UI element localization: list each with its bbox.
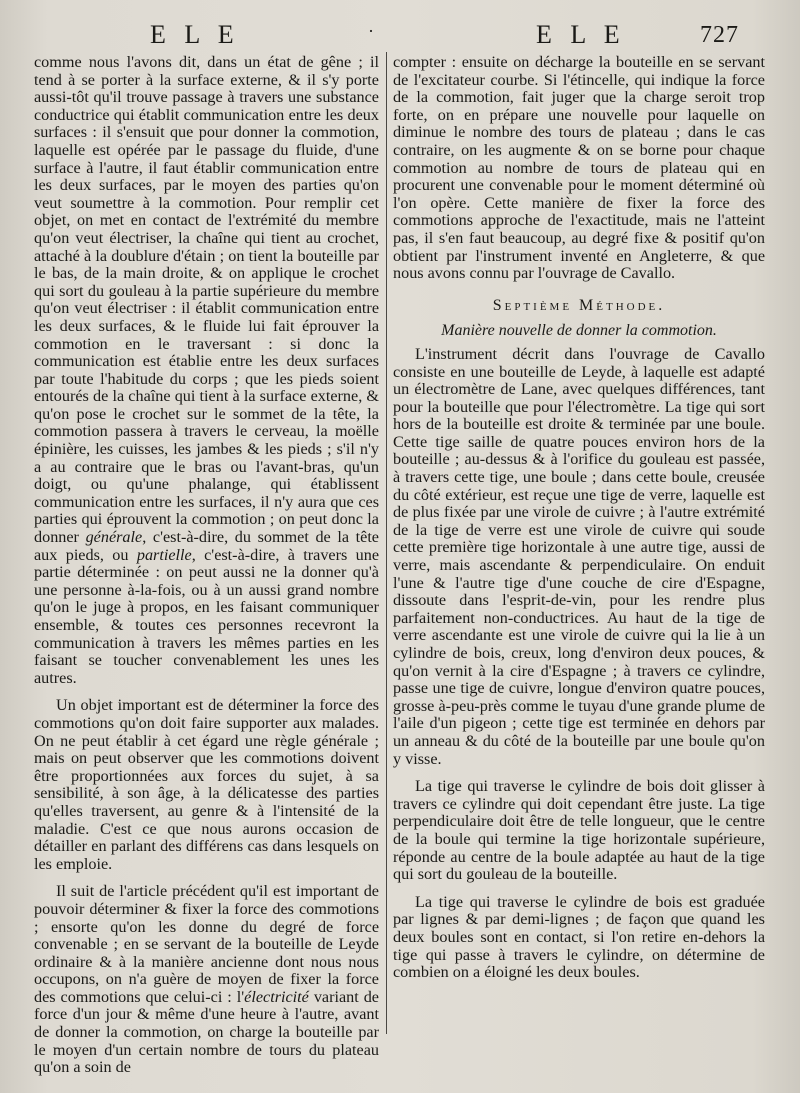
italic-term: partielle [136, 545, 192, 564]
text-run: , c'est-à-dire, du sommet de la tête aux pieds, ou [34, 528, 379, 564]
text-run: variant de force d'un jour & même d'une heure à l'autre, avant de donner la commotion, on charge la bouteille par le moyen d'un certain nombre de tours du plateau qu'on a soin de [34, 987, 379, 1077]
text-run: comme nous l'avons dit, dans un état de gêne ; il tend à se porter à la surface externe, & il s'y porte aussi-tôt qu'il trouve passage à travers une substance conductrice qui établit communication entre les deux surfaces : il s'ensuit que pour donner la commotion, laquelle est opérée par le passage du fluide, d'une surface à l'autre, il faut établir communication entre les deux surfaces, par le moyen des parties qu'on veut soumettre à la commotion. Pour remplir cet objet, on met en contact de l'extrémité du membre qu'on veut électriser, la chaîne qui tient au crochet, attaché à la doublure d'étain ; on tient la bouteille par le bas, de la main droite, & on applique le crochet qui sort du gouleau à la partie supérieure du membre qu'on veut électriser : il établit communication entre les deux surfaces, & le fluide lui fait éprouver la commotion en le traversant : si donc la communication est établie entre les deux surfaces par toute l'habitude du corps ; que les pieds soient entourés de la chaîne qui tient à la surface externe, & qu'on pose le crochet sur le sommet de la tête, la commotion passera à travers le cerveau, la moëlle épinière, les cuisses, les jambes & les pieds ; s'il n'y a au contraire que le bras ou l'avant-bras, qu'un doigt, ou qu'une phalange, qui établissent communication entre les surfaces, il n'y aura que ces parties qui éprouvent la commotion ; on peut donc la donner [34, 53, 379, 547]
running-head-ornament: · [368, 21, 374, 41]
section-heading: Septième Méthode. [492, 296, 666, 314]
page-number: 727 [700, 22, 739, 48]
left-column [34, 53, 380, 1077]
paragraph: La tige qui traverse le cylindre de bois doit glisser à travers ce cylindre qui doit cependant être juste. La tige perpendiculaire doit être de telle longueur, que le centre de la boule qui termine la tige horizontale supérieure, réponde au centre de la boule adaptée au haut de la tige qui sort du gouleau de la bouteille. [393, 777, 765, 884]
paragraph: L'instrument décrit dans l'ouvrage de Cavallo consiste en une bouteille de Leyde, à laquelle est adapté un électromètre de Lane, avec quelques différences, tant pour la bouteille que pour l'électromètre. La tige qui sort hors de la bouteille est droite & terminée par une boule. Cette tige saille de quatre pouces environ hors de la bouteille ; au-dessus & à l'orifice du gouleau est passée, à travers cette tige, une boule ; dans cette boule, creusée du côté extérieur, est reçue une tige de verre, laquelle est de plus fixée par une virole de cuivre ; à l'autre extrémité de la tige de verre est une virole de cuivre qui soude cette première tige horizontale à une autre tige, aussi de verre, mais ascendante & perpendiculaire. On enduit l'une & l'autre tige d'une couche de cire d'Espagne, dissoute dans l'esprit-de-vin, pour les rendre plus parfaitement non-conductrices. Au haut de la tige de verre ascendante est une virole de cuivre qui la lie à un cylindre de bois, creux, long d'environ deux pouces, & qu'on vernit à la cire d'Espagne ; à travers ce cylindre, passe une tige de cuivre, longue d'environ quatre pouces, grosse à-peu-près comme le tuyau d'une grande plume de l'aile d'un pigeon ; cette tige est terminée en dehors par un anneau & du côté de la bouteille par une boule qu'on y visse. [393, 344, 765, 768]
column-rule [386, 52, 387, 1034]
section-subheading: Manière nouvelle de donner la commotion. [441, 322, 717, 340]
paragraph: compter : ensuite on décharge la bouteille en se servant de l'excitateur courbe. Si l'étincelle, qui indique la force de la commotion, fait juger que la charge seroit trop forte, on en prépare une nouvelle pour laquelle on diminue le nombre des tours de plateau ; dans le cas contraire, on les augmente & on se borne pour chaque commotion au nombre de tours de plateau qui en procurent une convenable pour le moment déterminé où l'on opère. Cette manière de fixer la force des commotions approche de l'exactitude, mais ne l'atteint pas, il s'en faut beaucoup, au degré fixe & positif qu'on obtient par l'instrument inventé en Angleterre, & que nous avons connu par l'ouvrage de Cavallo. [393, 53, 765, 283]
paragraph: La tige qui traverse le cylindre de bois est graduée par lignes & par demi-lignes ; de façon que quand les deux boules sont en contact, si l'on retire en-dehors la tige qui passe à travers le cylindre, on détermine de combien on a éloigné les deux boules. [393, 892, 765, 982]
paragraph: Un objet important est de déterminer la force des commotions qu'on doit faire supporter aux malades. On ne peut établir à cet égard une règle générale ; mais on peut observer que les commotions doivent être proportionnées aux forces du sujet, à sa sensibilité, à son âge, à la délicatesse des parties qu'elles traversent, au genre & à l'intensité de la maladie. C'est ce que nous aurons occasion de détailler en parlant des différens cas dans lesquels on les emploie. [34, 696, 379, 873]
italic-term: électricité [244, 987, 309, 1006]
text-run: Il suit de l'article précédent qu'il est important de pouvoir déterminer & fixer la force des commotions ; ensorte qu'on les donne du degré de force convenable ; en se servant de la bouteille de Leyde ordinaire & à la manière ancienne dont nous nous occupons, on n'a guère de moyen de fixer la force des commotions que celui-ci : l' [34, 882, 379, 1006]
right-column [393, 54, 765, 1043]
text-run: , c'est-à-dire, à travers une partie déterminée : on peut aussi ne la donner qu'à une personne à-la-fois, ou à un aussi grand nombre qu'on le juge à propos, en les faisant communiquer ensemble, & toutes ces personnes recevront la communication à travers les mêmes parties en les faisant se toucher convenablement les unes les autres. [34, 545, 380, 687]
running-head [0, 14, 800, 48]
paragraph [34, 883, 379, 1077]
running-head-left: E L E [150, 20, 240, 49]
running-head-right: E L E [536, 20, 626, 49]
italic-term: générale [85, 528, 143, 547]
paragraph [34, 54, 379, 687]
